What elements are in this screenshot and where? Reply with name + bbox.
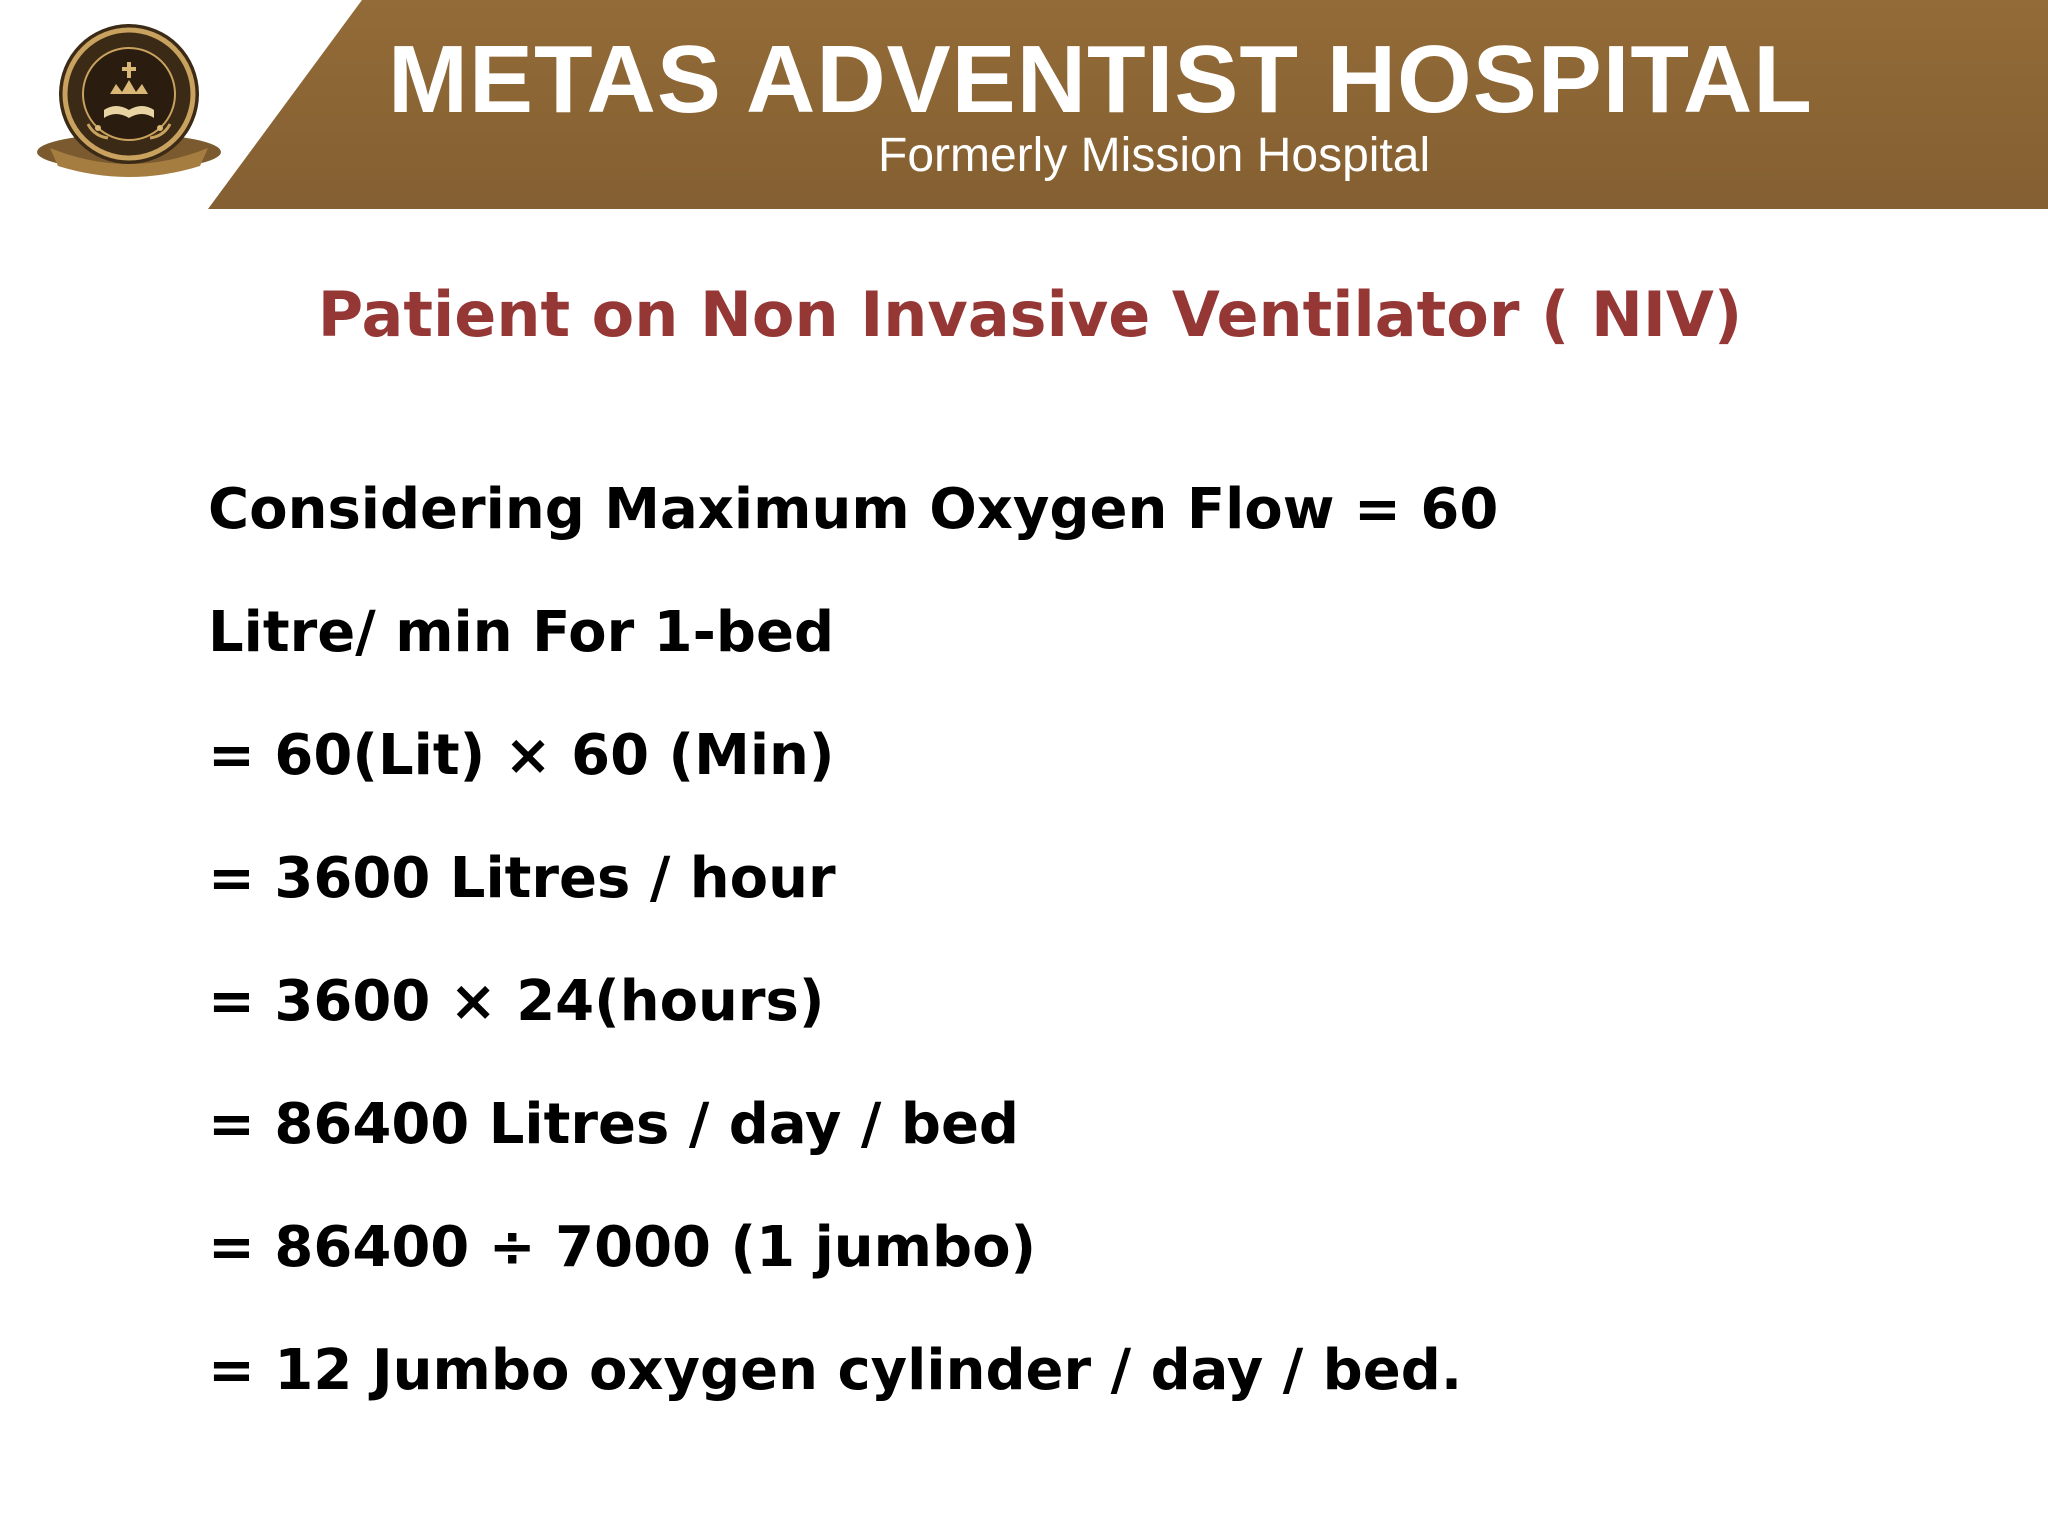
calc-line-flow: Considering Maximum Oxygen Flow = 60 (208, 477, 1499, 542)
calculation-lines (208, 448, 1498, 1432)
calc-line-cylinder-result: = 12 Jumbo oxygen cylinder / day / bed. (208, 1338, 1463, 1403)
calc-line-per-hour-formula: = 60(Lit) × 60 (Min) (208, 723, 835, 788)
hospital-name: METAS ADVENTIST HOSPITAL (388, 26, 1813, 133)
hospital-seal-logo (28, 20, 230, 178)
calc-line-per-hour-result: = 3600 Litres / hour (208, 846, 836, 911)
calc-line-per-day-result: = 86400 Litres / day / bed (208, 1092, 1020, 1157)
slide-title: Patient on Non Invasive Ventilator ( NIV) (317, 278, 1743, 351)
calc-line-cylinder-formula: = 86400 ÷ 7000 (1 jumbo) (208, 1215, 1037, 1280)
calc-line-per-day-formula: = 3600 × 24(hours) (208, 969, 825, 1034)
calc-line-per-bed: Litre/ min For 1-bed (208, 600, 835, 665)
hospital-subtitle: Formerly Mission Hospital (878, 129, 1431, 182)
